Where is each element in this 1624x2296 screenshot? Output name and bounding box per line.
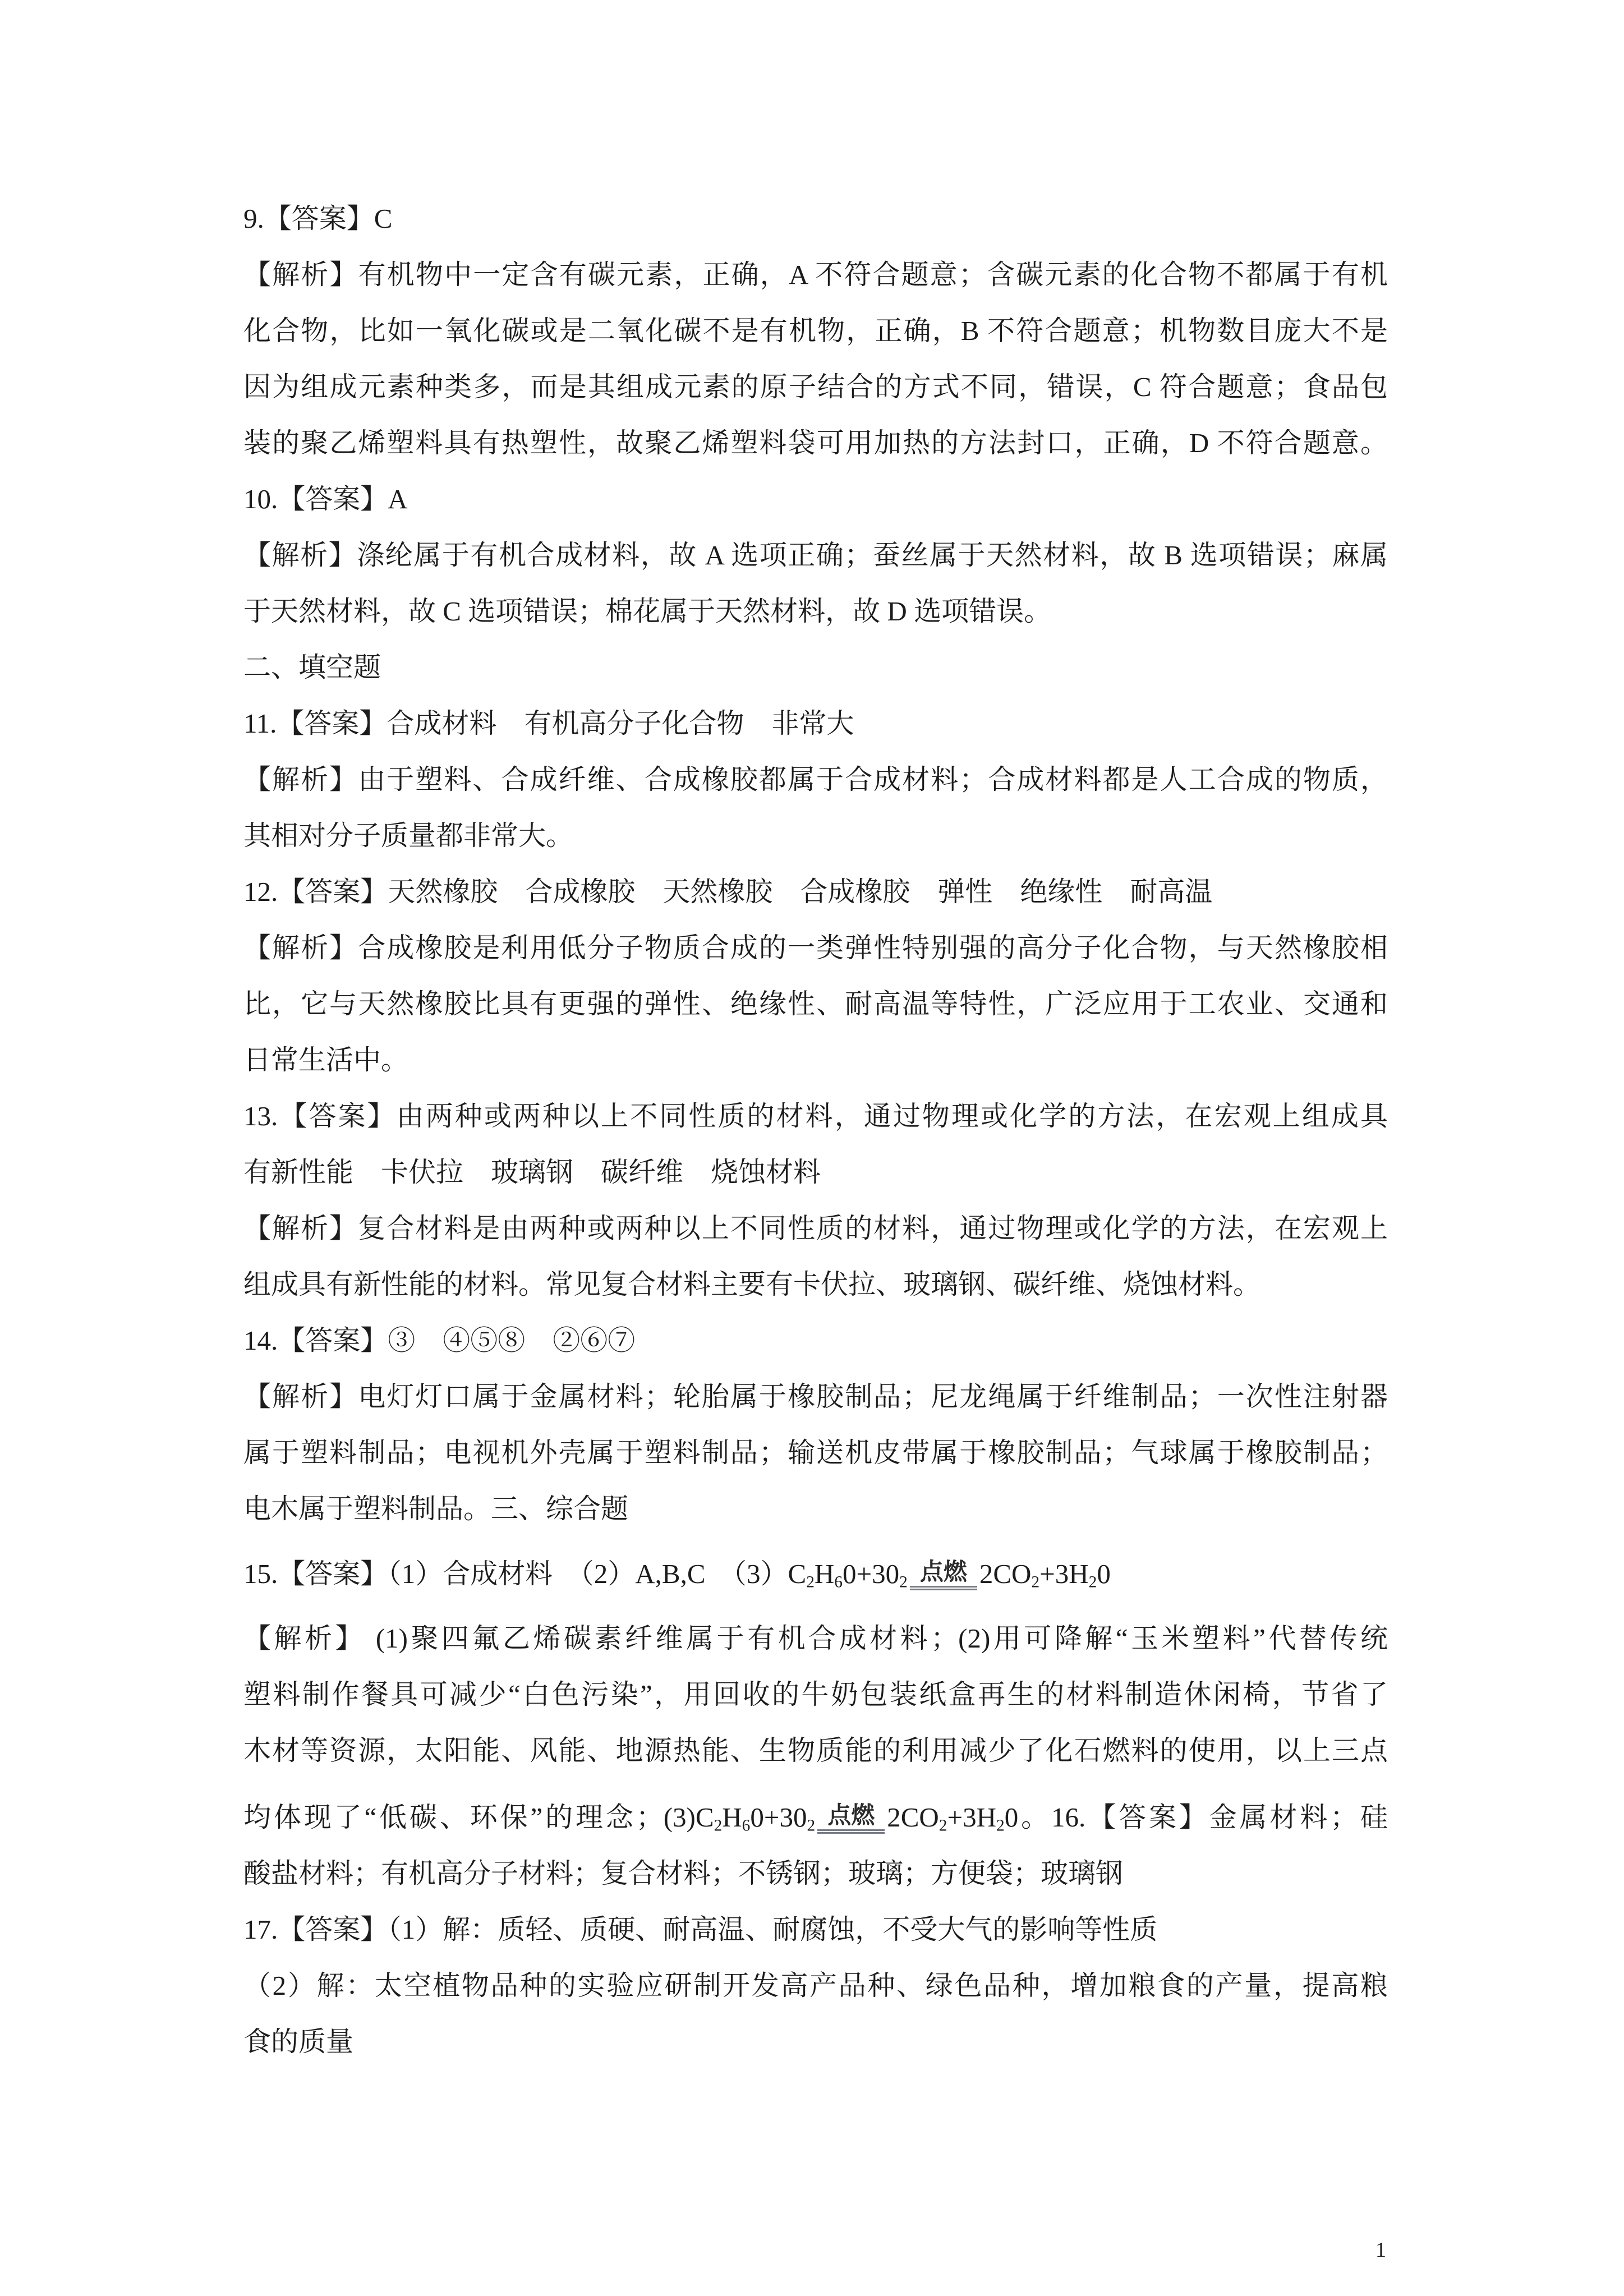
q12-answer: 12.【答案】天然橡胶 合成橡胶 天然橡胶 合成橡胶 弹性 绝缘性 耐高温 [243, 876, 1213, 907]
q17-answer-part-2-line: 食的质量 [243, 2026, 354, 2057]
q17-answer-part-2-line: （2）解：太空植物品种的实验应研制开发高产品种、绿色品种，增加粮食的产量，提高粮 [243, 1970, 1388, 2001]
q15-analysis-line: 木材等资源，太阳能、风能、地源热能、生物质能的利用减少了化石燃料的使用，以上三点 [243, 1735, 1388, 1766]
q14-answer: 14.【答案】③ ④⑤⑧ ②⑥⑦ [243, 1325, 636, 1356]
q15-answer: 15.【答案】（1）合成材料 （2）A,B,C $(3)C_2H_60+30_2$ 点燃 $2CO_2+3H_20$ [243, 1558, 1111, 1591]
q13-analysis-line: 【解析】复合材料是由两种或两种以上不同性质的材料，通过物理或化学的方法，在宏观上 [243, 1213, 1388, 1244]
subscript: 2 [714, 1816, 723, 1835]
q13-analysis-line: 组成具有新性能的材料。常见复合材料主要有卡伏拉、玻璃钢、碳纤维、烧蚀材料。 [243, 1269, 1261, 1300]
q9-analysis-line: 化合物，比如一氧化碳或是二氧化碳不是有机物，正确，B 不符合题意；机物数目庞大不是 [243, 315, 1388, 346]
subscript: 2 [806, 1573, 815, 1591]
q10-analysis-line: 【解析】涤纶属于有机合成材料，故 A 选项正确；蚕丝属于天然材料，故 B 选项错误；麻属 [243, 540, 1388, 570]
q14-analysis-line: 电木属于塑料制品。三、综合题 [243, 1493, 629, 1524]
q13-answer-line: 有新性能 卡伏拉 玻璃钢 碳纤维 烧蚀材料 [243, 1157, 821, 1188]
q14-analysis-line: 属于塑料制品；电视机外壳属于塑料制品；输送机皮带属于橡胶制品；气球属于橡胶制品； [243, 1437, 1388, 1468]
subscript: 2 [1031, 1573, 1040, 1591]
q15-analysis-q16-answer-line: 均体现了“低碳、环保”的理念；$(3)C_2H_60+30_2$ 点燃 $2CO_2+3H_20$。16.【答案】金属材料；硅 [243, 1801, 1388, 1835]
subscript: 2 [807, 1816, 816, 1835]
q12-analysis-line: 日常生活中。 [243, 1045, 409, 1075]
q13-answer-line: 13.【答案】由两种或两种以上不同性质的材料，通过物理或化学的方法，在宏观上组成具 [243, 1101, 1388, 1131]
q9-answer: 9.【答案】C [243, 203, 393, 234]
q16-answer-line: 酸盐材料；有机高分子材料；复合材料；不锈钢；玻璃；方便袋；玻璃钢 [243, 1858, 1124, 1889]
subscript: 6 [742, 1816, 751, 1835]
q12-analysis-line: 【解析】合成橡胶是利用低分子物质合成的一类弹性特别强的高分子化合物，与天然橡胶相 [243, 932, 1388, 963]
q15-analysis-line: 塑料制作餐具可减少“白色污染”，用回收的牛奶包装纸盒再生的材料制造休闲椅，节省了 [243, 1679, 1388, 1710]
page-number: 1 [1375, 2238, 1386, 2262]
q9-analysis-line: 装的聚乙烯塑料具有热塑性，故聚乙烯塑料袋可用加热的方法封口，正确，D 不符合题意。 [243, 427, 1388, 458]
q17-answer-part-1: 17.【答案】（1）解：质轻、质硬、耐高温、耐腐蚀，不受大气的影响等性质 [243, 1914, 1158, 1945]
q11-answer: 11.【答案】合成材料 有机高分子化合物 非常大 [243, 708, 854, 739]
reaction-condition-label: 点燃 [910, 1559, 977, 1590]
subscript: 2 [938, 1816, 947, 1835]
section-heading-fill-in-blank: 二、填空题 [243, 652, 381, 683]
q15-analysis-line: 【解析】 (1)聚四氟乙烯碳素纤维属于有机合成材料；(2)用可降解“玉米塑料”代替传统 [243, 1623, 1388, 1654]
answer-key-content [243, 191, 1388, 2070]
q14-analysis-line: 【解析】电灯灯口属于金属材料；轮胎属于橡胶制品；尼龙绳属于纤维制品；一次性注射器 [243, 1381, 1388, 1412]
reaction-condition-label: 点燃 [817, 1803, 885, 1834]
q11-analysis-line: 其相对分子质量都非常大。 [243, 820, 574, 851]
q12-analysis-line: 比，它与天然橡胶比具有更强的弹性、绝缘性、耐高温等特性，广泛应用于工农业、交通和 [243, 988, 1388, 1019]
q10-analysis-line: 于天然材料，故 C 选项错误；棉花属于天然材料，故 D 选项错误。 [243, 596, 1052, 627]
q11-analysis-line: 【解析】由于塑料、合成纤维、合成橡胶都属于合成材料；合成材料都是人工合成的物质， [243, 764, 1388, 795]
subscript: 2 [996, 1816, 1005, 1835]
q9-analysis-line: 【解析】有机物中一定含有碳元素，正确，A 不符合题意；含碳元素的化合物不都属于有机 [243, 259, 1388, 290]
subscript: 2 [899, 1573, 908, 1591]
q9-analysis-line: 因为组成元素种类多，而是其组成元素的原子结合的方式不同，错误，C 符合题意；食品包 [243, 371, 1388, 402]
q10-answer: 10.【答案】A [243, 484, 408, 514]
subscript: 2 [1088, 1573, 1097, 1591]
subscript: 6 [834, 1573, 843, 1591]
